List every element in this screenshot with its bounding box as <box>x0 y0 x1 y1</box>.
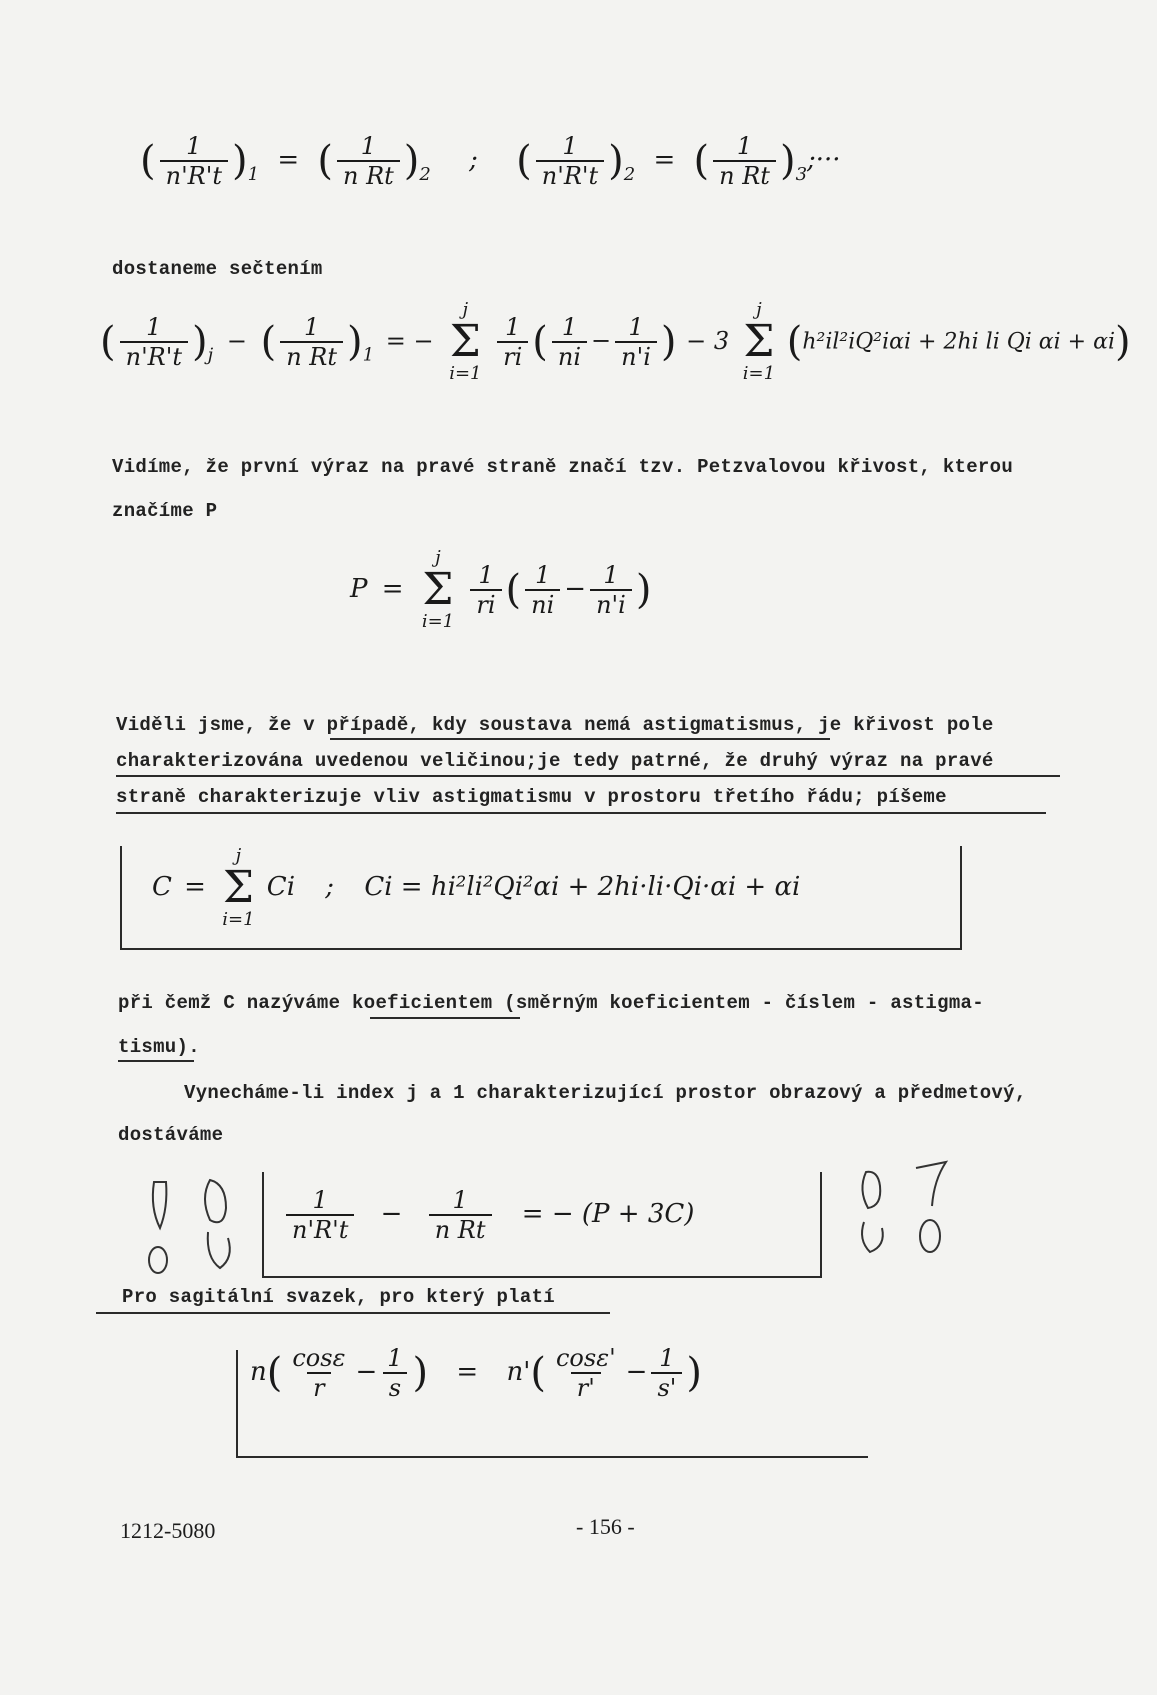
text-videli-line1: Viděli jsme, že v případě, kdy soustava nemá astigmatismus, je křivost pole <box>116 714 994 736</box>
equation-petzval: P = j Σ i=1 $\frac{1}{ri}$ ( $\frac{1}{ni}$ − $\frac{1}{n'i}$ ) <box>350 547 652 632</box>
equation-astigmatism: C = j Σ i=1 Ci ; Ci = hi²li²Qi²αi + 2hi·li·Qi·αi + αi <box>152 845 801 930</box>
underline-3 <box>116 812 1046 814</box>
underline-sagitalni <box>96 1312 610 1314</box>
equation-summation: ( $\frac{1}{n'R't}$ )$_j$ − ( $\frac{1}{\text{n Rt}}$ )$_1$ = − j Σ i=1 $\frac{1}{ri}$ ( $\frac{1}{ni}$ − $\frac{1}{n'i}$ ) − 3 j Σ i=1 (h²il²iQ²iαi + 2hi li Qi αi + αi) <box>100 299 1131 384</box>
text-vynech-line1: Vynecháme-li index j a 1 charakterizující prostor obrazový a předmetový, <box>184 1082 1027 1104</box>
text-vidime-line2: značíme P <box>112 500 218 522</box>
text-videli-line2: charakterizována uvedenou veličinou;je tedy patrné, že druhý výraz na pravé <box>116 750 994 772</box>
text-videli-line3: straně charakterizuje vliv astigmatismu v prostoru třetího řádu; píšeme <box>116 786 947 808</box>
page-number: - 156 - <box>576 1514 635 1539</box>
text-pri-line2: tismu). <box>118 1036 200 1058</box>
underline-tismu <box>118 1060 194 1062</box>
underline-1 <box>330 738 830 740</box>
handwritten-mark-right <box>850 1156 960 1262</box>
text-dostaneme: dostaneme sečtením <box>112 258 323 280</box>
underline-2 <box>116 775 1060 777</box>
equation-recurrence: ( $\frac{1}{n'R't}$ )$_1$ = ( $\frac{1}{\text{n Rt}}$ )$_2$ ; ( $\frac{1}{n'R't}$ )$_2$ = ( $\frac{1}{\text{n Rt}}$ )$_3;\cdot\cdot\cdot$ <box>140 132 841 190</box>
underline-koeficientem <box>370 1017 520 1019</box>
handwritten-mark-left <box>140 1168 250 1278</box>
text-vidime-line1: Vidíme, že první výraz na pravé straně značí tzv. Petzvalovou křivost, kterou <box>112 456 1014 478</box>
text-vynech-line2: dostáváme <box>118 1124 224 1146</box>
text-sagitalni: Pro sagitální svazek, pro který platí <box>122 1286 555 1308</box>
document-code: 1212-5080 <box>120 1518 216 1543</box>
equation-sagittal: n( $\frac{\cos\varepsilon}{r}$ − $\frac{1}{s}$ ) = n'( $\frac{\cos\varepsilon'}{r'}$ − $\frac{1}{s'}$ ) <box>250 1344 702 1402</box>
equation-final: $\frac{1}{n'R't}$ − $\frac{1}{\text{n Rt}}$ = − (P + 3C) <box>282 1186 694 1244</box>
text-pri-line1: při čemž C nazýváme koeficientem (směrným koeficientem - číslem - astigma- <box>118 992 984 1014</box>
